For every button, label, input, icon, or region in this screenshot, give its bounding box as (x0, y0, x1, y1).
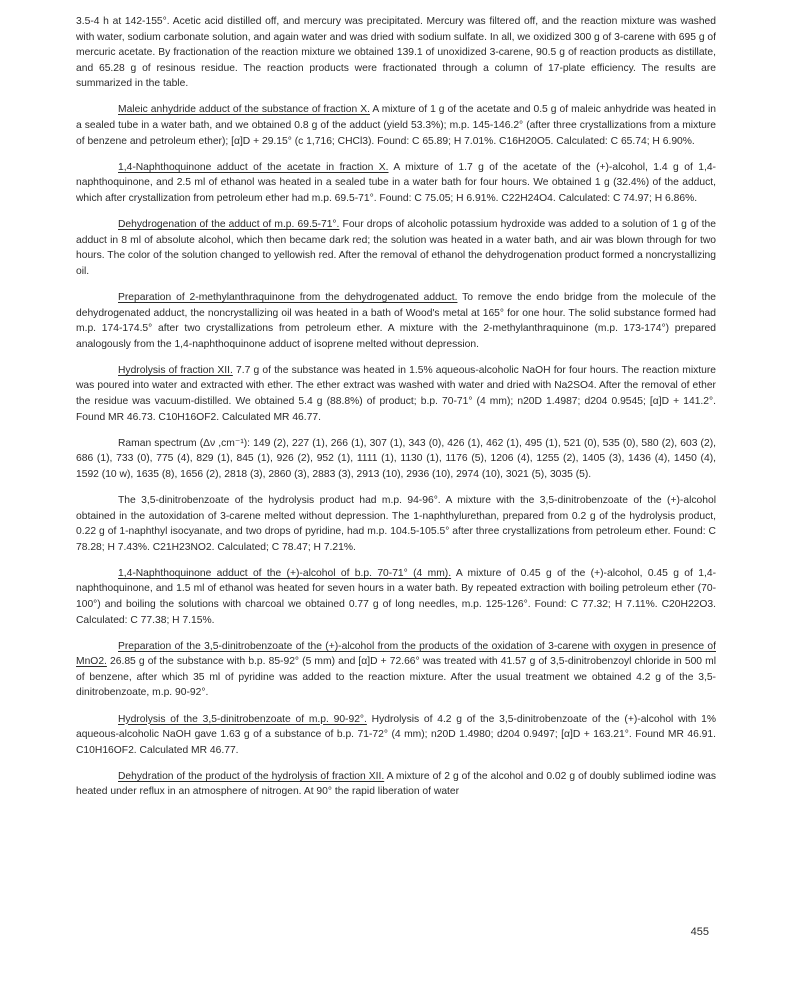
paragraph-methylanthraquinone (76, 290, 716, 352)
section-heading: Hydrolysis of fraction XII. (118, 364, 233, 376)
paragraph-hydrolysis-xii (76, 363, 716, 425)
section-heading: Dehydration of the product of the hydrolysis of fraction XII. (118, 770, 385, 782)
paragraph-text: Hydrolysis of 4.2 g of the 3,5-dinitrobenzoate of the (+)-alcohol with 1% aqueous-alcoholic NaOH gave 1.63 g of a substance of b.p. 71-72° (4 mm); n20D 1.4980; d204 0.9497; [α]D + 163.21°. Found MR 46.91. C10H16OF2. Calculated MR 46.77. (76, 713, 717, 756)
paragraph-dehydrogenation (76, 217, 716, 279)
section-heading: Maleic anhydride adduct of the substance of fraction X. (118, 104, 370, 116)
paragraph-text: A mixture of 2 g of the alcohol and 0.02 g of doubly sublimed iodine was heated under reflux in an atmosphere of nitrogen. At 90° the rapid liberation of water (76, 770, 716, 798)
paragraph-text: A mixture of 1.7 g of the acetate of the (+)-alcohol, 1.4 g of 1,4-naphthoquinone, and 2.5 ml of ethanol was heated in a sealed tube in a water bath for four hours. We obtained 1 g (32.4%) of the adduct, which after crystallization from petroleum ether had m.p. 69.5-71°. Found: C 75.05; H 6.91%. C22H24O4. Calculated: C 74.97; H 6.86%. (76, 161, 716, 204)
paragraph-raman-spectrum (76, 436, 716, 483)
paragraph-dinitrobenzoate-preparation (76, 639, 716, 701)
paragraph-dehydration (76, 769, 716, 800)
paragraph-text: 3.5-4 h at 142-155°. Acetic acid distilled off, and mercury was precipitated. Mercury was filtered off, and the reaction mixture was washed with water, sodium carbonate solution, and again water and was dried with sodium sulfate. In all, we oxidized 300 g of 3-carene with 695 g of mercuric acetate. By fractionation of the reaction mixture we obtained 139.1 of unoxidized 3-carene, 90.5 g of reaction products as distillate, and 65.28 g of resinous residue. The reaction products were fractionated through a column of 17-plate efficiency. The results are summarized in the table. (76, 16, 716, 90)
section-heading: Hydrolysis of the 3,5-dinitrobenzoate of m.p. 90-92°. (118, 713, 367, 725)
section-heading: 1,4-Naphthoquinone adduct of the (+)-alcohol of b.p. 70-71° (4 mm). (118, 567, 452, 579)
paragraph-text: A mixture of 0.45 g of the (+)-alcohol, 0.45 g of 1,4-naphthoquinone, and 1.5 ml of ethanol was heated for seven hours in a water bath. By repeated extraction with boiling petroleum ether (70-100°) and boiling the solutions with charcoal we obtained 0.77 g of long needles, m.p. 125-126°. Found: C 77.32; H 7.11%. C20H22O3. Calculated: C 77.38; H 7.15%. (76, 567, 716, 626)
paragraph-intro (76, 14, 716, 92)
paragraph-text: To remove the endo bridge from the molecule of the dehydrogenated adduct, the noncrystallizing oil was heated in a bath of Wood's metal at 165° for one hour. The solid substance formed had m.p. 174-174.5° after two crystallizations from petroleum ether. A mixture with the 2-methylanthraquinone (m.p. 173-174°) prepared analogously from the 1,4-naphthoquinone adduct of isoprene melted without depression. (76, 291, 716, 350)
paragraph-maleic-adduct (76, 102, 716, 149)
paragraph-text: Four drops of alcoholic potassium hydroxide was added to a solution of 1 g of the adduct in 8 ml of absolute alcohol, which then became dark red; the solution was heated in a water bath, and air was blown through for two hours. The color of the solution changed to yellowish red. After the removal of ethanol the dehydrogenation product formed a noncrystallizing oil. (76, 219, 717, 277)
document-page (76, 14, 716, 811)
section-heading: Preparation of 2-methylanthraquinone from the dehydrogenated adduct. (118, 291, 458, 303)
paragraph-text: 7.7 g of the substance was heated in 1.5% aqueous-alcoholic NaOH for four hours. The reaction mixture was poured into water and extracted with ether. The ether extract was washed with water and dried with Na2SO4. After the removal of ether the residue was vacuum-distilled. We obtained 5.4 g (88.8%) of product; b.p. 70-71° (4 mm); n20D 1.4987; d204 0.9545; [α]D + 141.2°. Found MR 46.73. C10H16OF2. Calculated MR 46.77. (76, 364, 717, 423)
paragraph-hydrolysis-dinitrobenzoate (76, 712, 716, 759)
section-heading: Dehydrogenation of the adduct of m.p. 69.5-71°. (118, 219, 340, 231)
section-heading: Preparation of the 3,5-dinitrobenzoate of the (+)-alcohol from the products of the oxidation of 3-carene with oxygen in presence of MnO2. (76, 640, 716, 668)
paragraph-text: 26.85 g of the substance with b.p. 85-92° (5 mm) and [α]D + 72.66° was treated with 41.57 g of 3,5-dinitrobenzoyl chloride in 500 ml of benzene, after which 35 ml of pyridine was added to the reaction mixture. After the usual treatment we obtained 4.2 g of the 3,5-dinitrobenzoate, m.p. 90-92°. (76, 656, 716, 699)
paragraph-text: Raman spectrum (Δν ,cm⁻¹): 149 (2), 227 (1), 266 (1), 307 (1), 343 (0), 426 (1), 462 (1), 495 (1), 521 (0), 535 (0), 580 (2), 603 (2), 686 (1), 733 (0), 775 (4), 829 (1), 845 (1), 926 (2), 952 (1), 1111 (1), 1130 (1), 1176 (5), 1206 (4), 1255 (2), 1405 (3), 1436 (4), 1450 (4), 1592 (10 w), 1635 (8), 1656 (2), 2818 (3), 2860 (3), 2883 (3), 2913 (10), 2936 (10), 2974 (10), 3021 (5), 3035 (5). (76, 437, 716, 480)
paragraph-dinitrobenzoate (76, 493, 716, 555)
paragraph-naphthoquinone-acetate (76, 160, 716, 207)
paragraph-naphthoquinone-alcohol (76, 566, 716, 628)
section-heading: 1,4-Naphthoquinone adduct of the acetate in fraction X. (118, 161, 389, 173)
paragraph-text: The 3,5-dinitrobenzoate of the hydrolysis product had m.p. 94-96°. A mixture with the 3,5-dinitrobenzoate of the (+)-alcohol obtained in the autoxidation of 3-carene melted without depression. The 1-naphthylurethan, prepared from 0.2 g of the hydrolysis product, 0.22 g of 1-naphthyl isocyanate, and two drops of pyridine, had m.p. 104.5-105.5° after three crystallizations from petroleum ether. Found: C 78.28; H 7.43%. C21H23NO2. Calculated; C 78.47; H 7.21%. (76, 494, 716, 553)
page-number: 455 (690, 926, 709, 938)
paragraph-text: A mixture of 1 g of the acetate and 0.5 g of maleic anhydride was heated in a sealed tube in a water bath, and we obtained 0.8 g of the adduct (yield 53.3%); m.p. 145-146.2° (after three crystallizations from a mixture of benzene and petroleum ether); [α]D + 29.15° (c 1,716; CHCl3). Found: C 65.89; H 7.01%. C16H20O5. Calculated: C 65.74; H 6.90%. (76, 104, 716, 147)
